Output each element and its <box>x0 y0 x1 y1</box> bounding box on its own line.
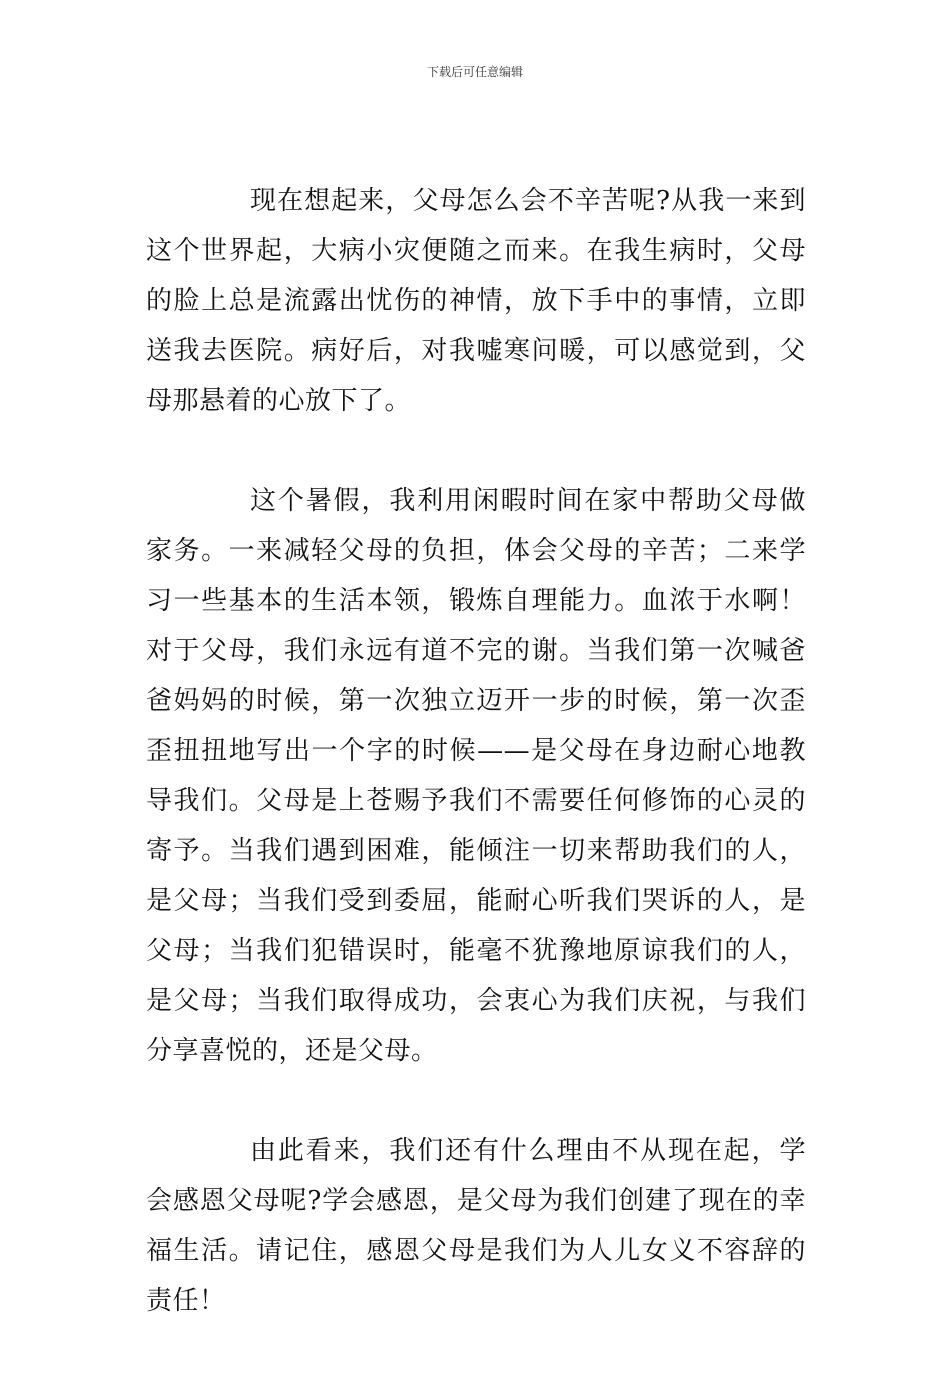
document-body <box>146 176 806 1376</box>
paragraph-2: 这个暑假，我利用闲暇时间在家中帮助父母做家务。一来减轻父母的负担，体会父母的辛苦；二来学习一些基本的生活本领，锻炼自理能力。血浓于水啊！对于父母，我们永远有道不完的谢。当我们第一次喊爸爸妈妈的时候，第一次独立迈开一步的时候，第一次歪歪扭扭地写出一个字的时候——是父母在身边耐心地教导我们。父母是上苍赐予我们不需要任何修饰的心灵的寄予。当我们遇到困难，能倾注一切来帮助我们的人，是父母；当我们受到委屈，能耐心听我们哭诉的人，是父母；当我们犯错误时，能毫不犹豫地原谅我们的人，是父母；当我们取得成功，会衷心为我们庆祝，与我们分享喜悦的，还是父母。 <box>146 486 806 1066</box>
paragraph-3: 由此看来，我们还有什么理由不从现在起，学会感恩父母呢?学会感恩，是父母为我们创建了现在的幸福生活。请记住，感恩父母是我们为人儿女义不容辞的责任！ <box>146 1136 806 1316</box>
paragraph-1: 现在想起来，父母怎么会不辛苦呢?从我一来到这个世界起，大病小灾便随之而来。在我生病时，父母的脸上总是流露出忧伤的神情，放下手中的事情，立即送我去医院。病好后，对我嘘寒问暖，可以感觉到，父母那悬着的心放下了。 <box>146 186 806 416</box>
page-header-note: 下载后可任意编辑 <box>426 65 523 79</box>
